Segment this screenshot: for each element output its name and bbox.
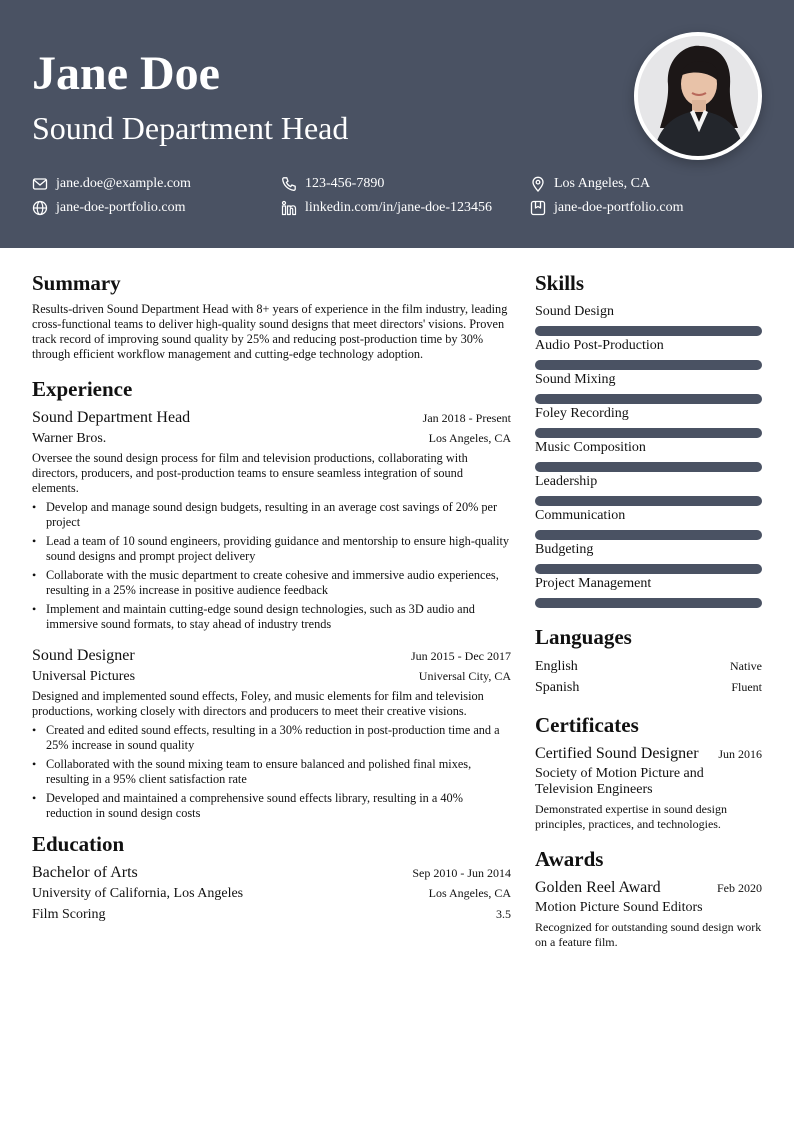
award-description: Recognized for outstanding sound design work on a feature film. bbox=[535, 920, 762, 949]
skill-level-fill bbox=[535, 394, 762, 404]
education-field: Film Scoring bbox=[32, 907, 106, 922]
job-bullet: • Develop and manage sound design budgets, resulting in an average cost savings of 20% per project bbox=[32, 500, 511, 530]
portfolio-icon bbox=[530, 200, 546, 216]
skill-item bbox=[535, 336, 762, 370]
contact-location bbox=[530, 175, 650, 193]
education-degree: Bachelor of Arts bbox=[32, 864, 138, 881]
certificate-title: Certified Sound Designer bbox=[535, 745, 699, 762]
language-name: Spanish bbox=[535, 680, 580, 695]
skill-name: Communication bbox=[535, 508, 626, 523]
education-heading: Education bbox=[32, 832, 125, 856]
skill-level-bar bbox=[535, 394, 762, 404]
skills-heading: Skills bbox=[535, 271, 585, 295]
skill-level-bar bbox=[535, 360, 762, 370]
skill-item bbox=[535, 302, 762, 336]
linkedin-icon bbox=[281, 200, 297, 216]
contact-phone-text: 123-456-7890 bbox=[305, 176, 385, 191]
job-date: Jun 2015 - Dec 2017 bbox=[411, 649, 511, 663]
education-section bbox=[32, 829, 511, 925]
contact-phone[interactable] bbox=[281, 175, 384, 193]
certificate-date: Jun 2016 bbox=[718, 747, 762, 761]
job-bullet: • Implement and maintain cutting-edge sound design technologies, such as 3D audio and immersive sound formats, to stay ahead of industry trends bbox=[32, 602, 511, 632]
job-bullet: • Collaborated with the sound mixing team to ensure balanced and polished final mixes, resulting in a 95% client satisfaction rate bbox=[32, 757, 511, 787]
education-gpa: 3.5 bbox=[496, 907, 511, 921]
sidebar-column bbox=[535, 268, 762, 962]
job-company: Universal Pictures bbox=[32, 669, 136, 684]
education-location: Los Angeles, CA bbox=[428, 886, 511, 900]
summary-section bbox=[32, 268, 511, 362]
location-pin-icon bbox=[530, 176, 546, 192]
award-title: Golden Reel Award bbox=[535, 879, 661, 896]
contact-website-text: jane-doe-portfolio.com bbox=[56, 200, 186, 215]
job-entry bbox=[32, 646, 511, 821]
skill-level-fill bbox=[535, 496, 762, 506]
award-item bbox=[535, 878, 762, 950]
job-bullet: • Developed and maintained a comprehensive sound effects library, resulting in a 40% reduction in sound design costs bbox=[32, 791, 511, 821]
skill-name: Sound Mixing bbox=[535, 372, 616, 387]
job-location: Los Angeles, CA bbox=[428, 431, 511, 445]
skill-name: Leadership bbox=[535, 474, 598, 489]
language-name: English bbox=[535, 659, 578, 674]
candidate-title: Sound Department Head bbox=[32, 110, 349, 146]
job-description: Designed and implemented sound effects, Foley, and music elements for film and television productions, working closely with directors and producers to meet their creative visions. bbox=[32, 689, 484, 718]
contact-linkedin-text: linkedin.com/in/jane-doe-123456 bbox=[305, 200, 493, 215]
job-location: Universal City, CA bbox=[418, 669, 511, 683]
language-level: Fluent bbox=[731, 680, 762, 694]
skill-name: Audio Post-Production bbox=[535, 338, 664, 353]
skills-list bbox=[535, 302, 762, 608]
certificate-issuer: Society of Motion Picture and Television Engineers bbox=[535, 766, 704, 797]
skill-name: Budgeting bbox=[535, 542, 594, 557]
skill-level-bar bbox=[535, 326, 762, 336]
certificate-description: Demonstrated expertise in sound design principles, practices, and technologies. bbox=[535, 802, 727, 831]
contact-email-text: jane.doe@example.com bbox=[56, 176, 191, 191]
resume-header bbox=[0, 0, 794, 248]
language-item bbox=[535, 677, 762, 698]
language-level: Native bbox=[730, 659, 762, 673]
skills-section bbox=[535, 268, 762, 608]
skill-name: Foley Recording bbox=[535, 406, 629, 421]
skill-item bbox=[535, 370, 762, 404]
job-bullets bbox=[32, 723, 511, 821]
portrait-photo-icon bbox=[638, 36, 758, 156]
contact-portfolio[interactable] bbox=[530, 199, 683, 217]
languages-heading: Languages bbox=[535, 625, 632, 649]
skill-name: Sound Design bbox=[535, 304, 614, 319]
certificate-item bbox=[535, 744, 762, 832]
skill-item bbox=[535, 540, 762, 574]
skill-level-fill bbox=[535, 530, 762, 540]
skill-level-fill bbox=[535, 428, 762, 438]
skill-level-bar bbox=[535, 462, 762, 472]
skill-level-bar bbox=[535, 530, 762, 540]
skill-level-fill bbox=[535, 564, 762, 574]
skill-item bbox=[535, 438, 762, 472]
awards-section bbox=[535, 844, 762, 950]
languages-section bbox=[535, 622, 762, 698]
skill-level-fill bbox=[535, 360, 762, 370]
education-date: Sep 2010 - Jun 2014 bbox=[412, 866, 511, 880]
skill-level-fill bbox=[535, 598, 762, 608]
contact-website[interactable] bbox=[32, 199, 185, 217]
globe-icon bbox=[32, 200, 48, 216]
skill-name: Project Management bbox=[535, 576, 652, 591]
experience-heading: Experience bbox=[32, 377, 133, 401]
certificates-section bbox=[535, 710, 762, 832]
job-bullet: • Created and edited sound effects, resulting in a 30% reduction in post-production time and a 25% increase in sound quality bbox=[32, 723, 511, 753]
job-bullet: • Collaborate with the music department to create cohesive and immersive audio experiences, resulting in a 25% increase in positive audience feedback bbox=[32, 568, 511, 598]
job-bullet: • Lead a team of 10 sound engineers, providing guidance and mentorship to ensure high-quality sound designs and prompt project delivery bbox=[32, 534, 511, 564]
skill-item bbox=[535, 404, 762, 438]
profile-photo bbox=[634, 32, 762, 160]
job-description: Oversee the sound design process for film and television productions, collaborating with directors, producers, and post-production teams to ensure seamless integration of sound elements. bbox=[32, 451, 468, 495]
contact-linkedin[interactable] bbox=[281, 199, 492, 217]
skill-level-fill bbox=[535, 326, 762, 336]
experience-section bbox=[32, 374, 511, 821]
award-issuer: Motion Picture Sound Editors bbox=[535, 900, 703, 915]
phone-icon bbox=[281, 176, 297, 192]
job-bullets bbox=[32, 500, 511, 632]
job-company: Warner Bros. bbox=[32, 431, 107, 446]
contact-email[interactable] bbox=[32, 175, 191, 193]
skill-level-bar bbox=[535, 496, 762, 506]
contact-location-text: Los Angeles, CA bbox=[554, 176, 651, 191]
summary-heading: Summary bbox=[32, 271, 121, 295]
candidate-name: Jane Doe bbox=[32, 47, 220, 100]
skill-item bbox=[535, 472, 762, 506]
skill-item bbox=[535, 574, 762, 608]
mail-icon bbox=[32, 176, 48, 192]
job-title: Sound Department Head bbox=[32, 409, 191, 426]
job-date: Jan 2018 - Present bbox=[422, 411, 511, 425]
contact-portfolio-text: jane-doe-portfolio.com bbox=[554, 200, 684, 215]
summary-text: Results-driven Sound Department Head with 8+ years of experience in the film industry, leading cross-functional teams to deliver high-quality sound designs that meet directors' visions. Proven track record of improving sound quality by 25% and reducing post-production time by 30% through efficient workflow management and cutting-edge technology adoption. bbox=[32, 302, 508, 361]
skill-level-bar bbox=[535, 428, 762, 438]
main-column bbox=[32, 268, 511, 925]
language-item bbox=[535, 656, 762, 677]
job-title: Sound Designer bbox=[32, 647, 135, 664]
skill-name: Music Composition bbox=[535, 440, 646, 455]
award-date: Feb 2020 bbox=[717, 881, 762, 895]
education-school: University of California, Los Angeles bbox=[32, 886, 244, 901]
skill-level-bar bbox=[535, 598, 762, 608]
job-entry bbox=[32, 408, 511, 632]
skill-level-fill bbox=[535, 462, 762, 472]
certificates-heading: Certificates bbox=[535, 713, 639, 737]
skill-level-bar bbox=[535, 564, 762, 574]
awards-heading: Awards bbox=[535, 847, 604, 871]
skill-item bbox=[535, 506, 762, 540]
